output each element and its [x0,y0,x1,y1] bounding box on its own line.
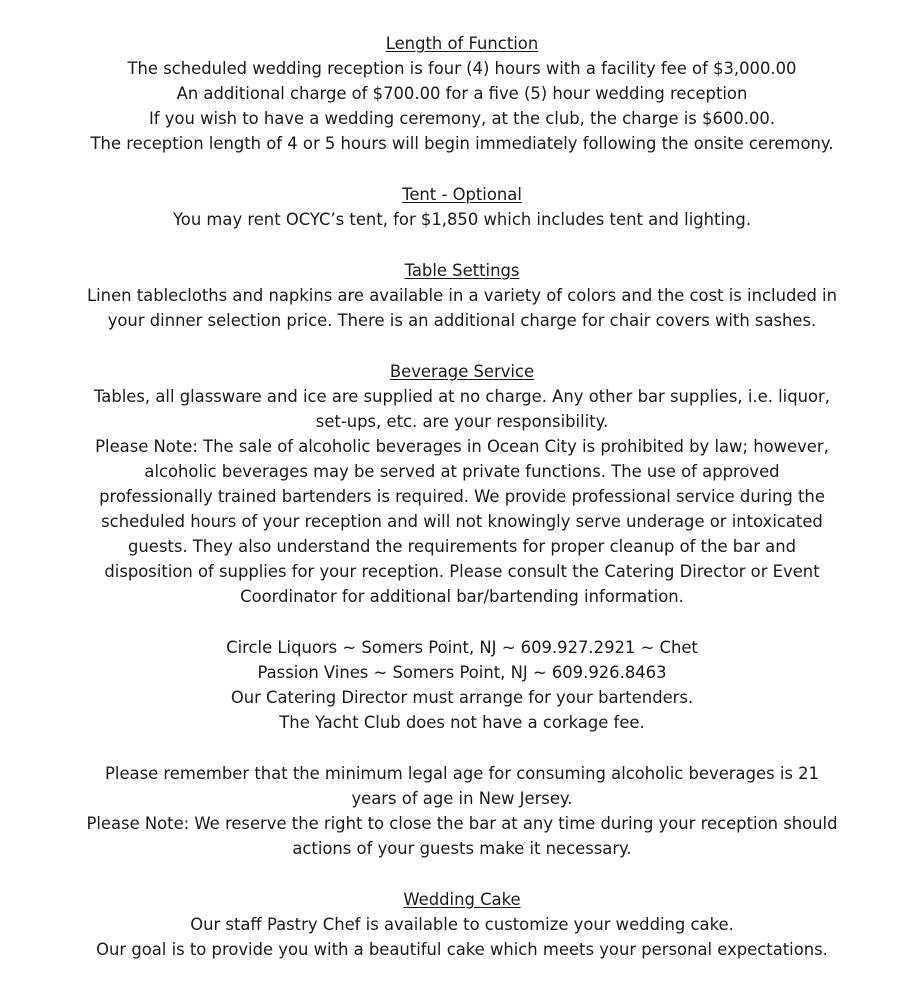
spacer [0,156,924,182]
section-tent [0,182,924,232]
text-line: disposition of supplies for your reception. Please consult the Catering Director or Event [104,562,820,581]
text-line: Our Catering Director must arrange for your bartenders. [230,688,694,707]
text-line: Coordinator for additional bar/bartending information. [240,587,684,606]
section-title: Length of Function [385,34,539,53]
text-line: alcoholic beverages may be served at private functions. The use of approved [144,462,780,481]
text-line: professionally trained bartenders is required. We provide professional service during the [99,487,825,506]
section-beverage-service [0,359,924,861]
text-line: actions of your guests make it necessary. [292,839,632,858]
text-line: your dinner selection price. There is an additional charge for chair covers with sashes. [107,311,817,330]
text-line: The scheduled wedding reception is four (4) hours with a facility fee of $3,000.00 [127,59,797,78]
text-line: scheduled hours of your reception and will not knowingly serve underage or intoxicated [101,512,823,531]
text-line: years of age in New Jersey. [351,789,573,808]
text-line: set-ups, etc. are your responsibility. [315,412,609,431]
text-line: The Yacht Club does not have a corkage fee. [279,713,645,732]
section-length-of-function [0,31,924,156]
text-line: Please Note: We reserve the right to close the bar at any time during your reception should [86,814,838,833]
section-title: Wedding Cake [403,890,521,909]
section-wedding-cake [0,887,924,962]
bartender-contacts [0,635,924,735]
text-line: Our staff Pastry Chef is available to customize your wedding cake. [190,915,734,934]
contact-line: Circle Liquors ~ Somers Point, NJ ~ 609.927.2921 ~ Chet [226,638,698,657]
spacer [0,232,924,258]
text-line: Tables, all glassware and ice are supplied at no charge. Any other bar supplies, i.e. liquor, [94,387,830,406]
spacer [0,735,924,761]
text-line: You may rent OCYC’s tent, for $1,850 which includes tent and lighting. [172,210,752,229]
section-title: Table Settings [404,261,520,280]
spacer [0,609,924,635]
section-title: Tent - Optional [402,185,522,204]
spacer [0,861,924,887]
text-line: If you wish to have a wedding ceremony, at the club, the charge is $600.00. [148,109,776,128]
spacer [0,333,924,359]
section-table-settings [0,258,924,333]
text-line: Linen tablecloths and napkins are available in a variety of colors and the cost is included in [87,286,837,305]
text-line: guests. They also understand the requirements for proper cleanup of the bar and [127,537,796,556]
text-line: Our goal is to provide you with a beautiful cake which meets your personal expectations. [96,940,828,959]
contact-line: Passion Vines ~ Somers Point, NJ ~ 609.926.8463 [257,663,667,682]
text-line: Please remember that the minimum legal age for consuming alcoholic beverages is 21 [105,764,819,783]
text-line: The reception length of 4 or 5 hours will begin immediately following the onsite ceremony. [90,134,834,153]
section-title: Beverage Service [389,362,535,381]
text-line: Please Note: The sale of alcoholic beverages in Ocean City is prohibited by law; however, [95,437,829,456]
age-notice [0,761,924,861]
text-line: An additional charge of $700.00 for a five (5) hour wedding reception [176,84,748,103]
